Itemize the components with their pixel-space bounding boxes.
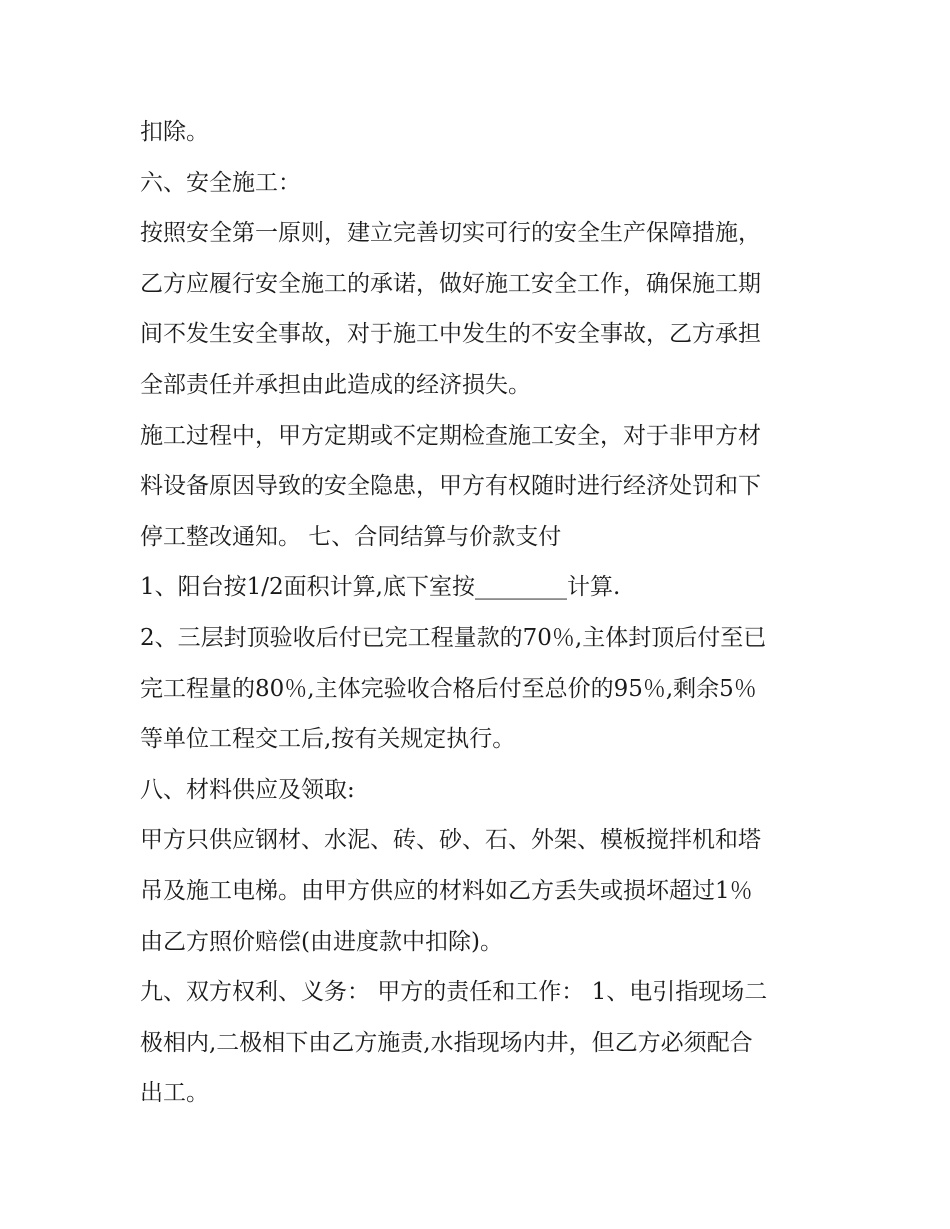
text-line-20: 出工。 [140,1080,209,1107]
section-heading-safety: 六、安全施工： [140,169,301,196]
text-line-6: 全部责任并承担由此造成的经济损失。 [140,371,531,398]
text-line-17: 由乙方照价赔偿(由进度款中扣除)。 [140,928,503,955]
text-line-19: 极相内,二极相下由乙方施责,水指现场内井，但乙方必须配合 [140,1029,753,1056]
text-line-1: 扣除。 [140,119,209,145]
document-body [140,107,820,1119]
text-line-10: 1、阳台按1/2面积计算,底下室按________计算. [140,574,621,601]
text-line-7: 施工过程中，甲方定期或不定期检查施工安全，对于非甲方材 [140,422,761,449]
text-line-9: 停工整改通知。 七、合同结算与价款支付 [140,523,562,550]
text-line-4: 乙方应履行安全施工的承诺，做好施工安全工作，确保施工期 [140,270,761,297]
text-line-3: 按照安全第一原则，建立完善切实可行的安全生产保障措施， [140,220,761,247]
text-line-11: 2、三层封顶验收后付已完工程量款的70％,主体封顶后付至已 [140,624,767,651]
text-line-13: 等单位工程交工后,按有关规定执行。 [140,726,516,753]
text-line-12: 完工程量的80％,主体完验收合格后付至总价的95％,剩余5％ [140,675,757,702]
section-heading-materials: 八、材料供应及领取: [140,776,355,803]
text-line-8: 料设备原因导致的安全隐患，甲方有权随时进行经济处罚和下 [140,473,761,500]
section-heading-rights: 九、双方权利、义务： 甲方的责任和工作： 1、电引指现场二 [140,979,768,1006]
text-line-15: 甲方只供应钢材、水泥、砖、砂、石、外架、模板搅拌机和塔 [140,827,761,854]
text-line-5: 间不发生安全事故，对于施工中发生的不安全事故，乙方承担 [140,321,761,348]
text-line-16: 吊及施工电梯。由甲方供应的材料如乙方丢失或损坏超过1％ [140,877,753,904]
